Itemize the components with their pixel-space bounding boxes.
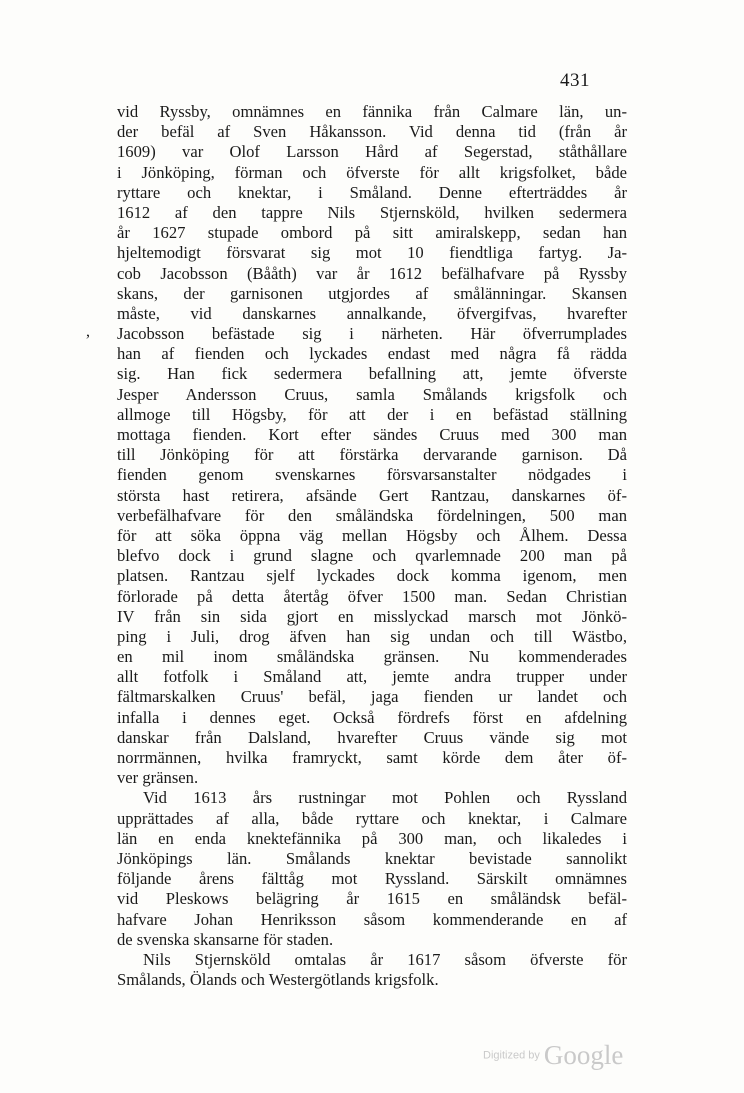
text-line: Vid 1613 års rustningar mot Pohlen och Ryssland xyxy=(143,788,627,808)
text-line: i Jönköping, förman och öfverste för allt krigsfolket, både xyxy=(117,162,627,182)
text-line: Jacobsson befästade sig i närheten. Här öfverrumplades xyxy=(117,324,627,344)
text-line: hafvare Johan Henriksson såsom kommenderande en af xyxy=(117,909,627,929)
text-line: vid Ryssby, omnämnes en fännika från Calmare län, un- xyxy=(117,102,627,121)
text-line: förlorade på detta återtåg öfver 1500 man. Sedan Christian xyxy=(117,586,627,606)
text-line: ver gränsen. xyxy=(117,768,199,788)
text-line: cob Jacobsson (Bååth) var år 1612 befälhafvare på Ryssby xyxy=(117,263,627,283)
text-line: vid Pleskows belägring år 1615 en småländsk befäl- xyxy=(117,889,627,909)
text-line: till Jönköping för att förstärka dervarande garnison. Då xyxy=(117,445,627,465)
text-line: 1609) var Olof Larsson Hård af Segerstad, ståthållare xyxy=(117,142,627,162)
text-line: ping i Juli, drog äfven han sig undan och till Wästbo, xyxy=(117,626,627,646)
text-line: måste, vid danskarnes annalkande, öfvergifvas, hvarefter xyxy=(117,303,627,323)
text-line: skans, der garnisonen utgjordes af smålänningar. Skansen xyxy=(117,283,627,303)
text-line: blefvo dock i grund slagne och qvarlemnade 200 man på xyxy=(117,546,627,566)
text-line: allt fotfolk i Småland att, jemte andra trupper under xyxy=(117,667,627,687)
text-line: danskar från Dalsland, hvarefter Cruus vände sig mot xyxy=(117,727,627,747)
text-line: Nils Stjernsköld omtalas år 1617 såsom öfverste för xyxy=(143,949,627,969)
text-line: upprättades af alla, både ryttare och knektar, i Calmare xyxy=(117,808,627,828)
text-line: för att söka öppna väg mellan Högsby och Ålhem. Dessa xyxy=(117,525,627,545)
text-line: norrmännen, hvilka framryckt, samt körde dem åter öf- xyxy=(117,748,627,767)
text-line: fienden genom svenskarnes försvarsanstalter nödgades i xyxy=(117,465,627,485)
body-text xyxy=(117,102,627,990)
watermark-prefix: Digitized by xyxy=(483,1049,540,1062)
text-line: verbefälhafvare för den småländska fördelningen, 500 man xyxy=(117,505,627,525)
digitized-watermark xyxy=(483,1040,623,1071)
text-line: år 1627 stupade ombord på sitt amiralskepp, sedan han xyxy=(117,223,627,243)
text-line: 1612 af den tappre Nils Stjernsköld, hvilken sedermera xyxy=(117,202,627,222)
google-logo: Google xyxy=(543,1040,624,1070)
text-line: följande årens fälttåg mot Ryssland. Särskilt omnämnes xyxy=(117,869,627,889)
text-line: ryttare och knektar, i Småland. Denne efterträddes år xyxy=(117,182,627,202)
text-line: IV från sin sida gjort en misslyckad marsch mot Jönkö- xyxy=(117,606,627,626)
text-line: län en enda knektefännika på 300 man, och likaledes i xyxy=(117,828,627,848)
margin-mark: , xyxy=(86,323,90,340)
text-line: Jönköpings län. Smålands knektar bevistade sannolikt xyxy=(117,848,627,868)
text-line: infalla i dennes eget. Också fördrefs först en afdelning xyxy=(117,707,627,727)
text-line: en mil inom småländska gränsen. Nu kommenderades xyxy=(117,647,627,667)
text-line: hjeltemodigt försvarat sig mot 10 fiendtliga fartyg. Ja- xyxy=(117,243,627,263)
text-line: mottaga fienden. Kort efter sändes Cruus med 300 man xyxy=(117,425,627,444)
page-number: 431 xyxy=(560,70,590,91)
text-line: Smålands, Ölands och Westergötlands krigsfolk. xyxy=(117,970,439,990)
text-line: största hast retirera, afsände Gert Rantzau, danskarnes öf- xyxy=(117,485,627,505)
text-line: platsen. Rantzau sjelf lyckades dock komma igenom, men xyxy=(117,566,627,586)
text-line: de svenska skansarne för staden. xyxy=(117,929,334,949)
text-line: fältmarskalken Cruus' befäl, jaga fienden ur landet och xyxy=(117,687,627,707)
text-line: der befäl af Sven Håkansson. Vid denna tid (från år xyxy=(117,122,627,142)
text-line: sig. Han fick sedermera befallning att, jemte öfverste xyxy=(117,364,627,384)
text-line: han af fienden och lyckades endast med några få rädda xyxy=(117,344,627,364)
text-line: allmoge till Högsby, för att der i en befästad ställning xyxy=(117,404,627,424)
text-line: Jesper Andersson Cruus, samla Smålands krigsfolk och xyxy=(117,384,627,404)
